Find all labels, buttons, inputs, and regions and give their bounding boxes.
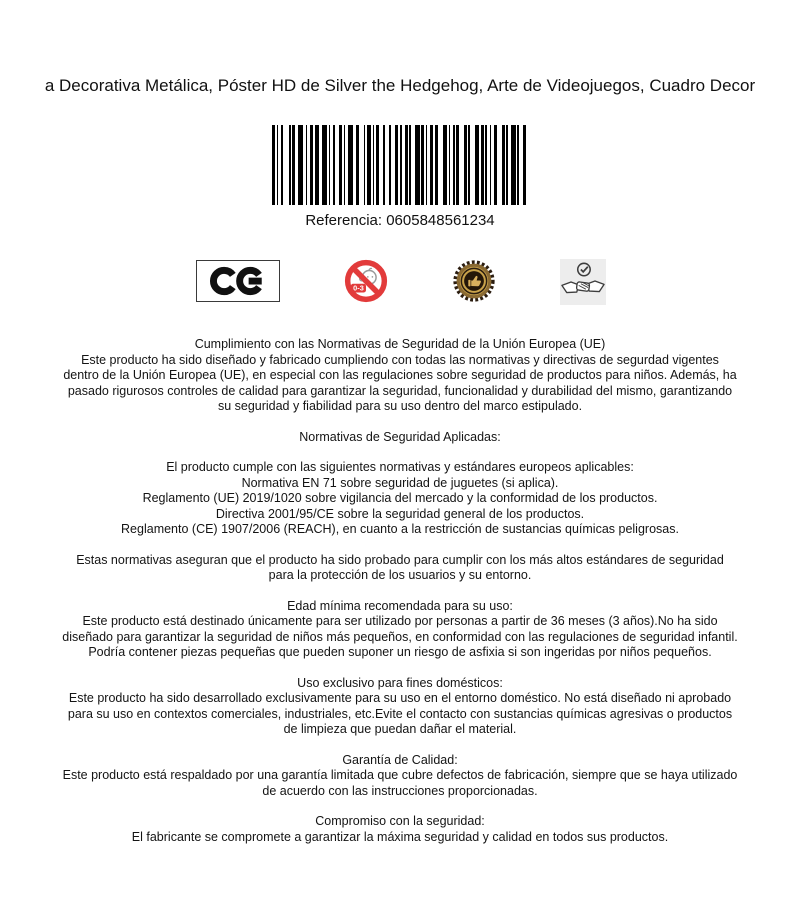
age-warning-label: 0-3 (353, 283, 364, 293)
text-block (62, 337, 738, 415)
ce-mark-icon (196, 260, 280, 302)
certification-icons-row (0, 257, 800, 305)
product-title: a Decorativa Metálica, Póster HD de Silver the Hedgehog, Arte de Videojuegos, Cuadro Decor (44, 76, 756, 95)
handshake-guarantee-icon (560, 259, 604, 303)
paragraph: Este producto ha sido desarrollado exclusivamente para su uso en el entorno doméstico. No está diseñado ni aprobado para su uso en contextos comerciales, industriales, etc.Evite el contacto con sustancias químicas agresivas o productos de limpieza que puedan dañar el material. (67, 691, 733, 736)
age-warning-0-3-icon (344, 259, 388, 303)
barcode (272, 125, 527, 205)
text-block (62, 553, 738, 584)
text-block (62, 676, 738, 738)
paragraph: Este producto ha sido diseñado y fabricado cumpliendo con todas las normativas y directivas de segurdad vigentes dentro de la Unión Europea (UE), en especial con las regulaciones sobre seguridad de productos para niños. Además, ha pasado rigurosos controles de calidad para garantizar la seguridad, funcionalidad y durabilidad del mismo, garantizando su seguridad y fiabilidad para su uso dentro del marco estipulado. (63, 352, 737, 413)
paragraph: Directiva 2001/95/CE sobre la seguridad general de los productos. (215, 506, 585, 521)
page-title-wrap (0, 76, 800, 96)
text-block (62, 460, 738, 538)
paragraph: Garantía de Calidad: (342, 752, 458, 767)
text-block (62, 599, 738, 661)
compliance-text (62, 337, 738, 845)
paragraph: Reglamento (CE) 1907/2006 (REACH), en cuanto a la restricción de sustancias químicas peligrosas. (121, 522, 679, 536)
barcode-section (0, 125, 800, 229)
paragraph: Este producto está respaldado por una garantía limitada que cubre defectos de fabricación, siempre que se haya utilizado de acuerdo con las instrucciones proporcionadas. (62, 768, 738, 798)
paragraph: Uso exclusivo para fines domésticos: (297, 675, 503, 690)
paragraph: El producto cumple con las siguientes normativas y estándares europeos aplicables: (166, 460, 634, 474)
text-block (62, 430, 738, 446)
reference-number: Referencia: 0605848561234 (305, 212, 495, 229)
paragraph: Cumplimiento con las Normativas de Seguridad de la Unión Europea (UE) (194, 337, 606, 351)
paragraph: Este producto está destinado únicamente para ser utilizado por personas a partir de 36 meses (3 años).No ha sido diseñado para garantizar la seguridad de niños más pequeños, en conformidad con las regulaciones de seguridad infantil. Podría contener piezas pequeñas que pueden suponer un riesgo de asfixia si son ingeridas por niños pequeños. (62, 614, 738, 659)
text-block (62, 753, 738, 800)
paragraph: Edad mínima recomendada para su uso: (287, 598, 513, 613)
paragraph: Compromiso con la seguridad: (315, 814, 485, 828)
paragraph: Estas normativas aseguran que el producto ha sido probado para cumplir con los más altos estándares de seguridad para la protección de los usuarios y su entorno. (76, 552, 724, 582)
barcode-space (526, 125, 528, 205)
quality-seal-icon (452, 259, 496, 303)
paragraph: El fabricante se compromete a garantizar la máxima seguridad y calidad en todos sus productos. (131, 829, 669, 844)
paragraph: Normativa EN 71 sobre seguridad de juguetes (si aplica). (241, 475, 559, 490)
paragraph: Reglamento (UE) 2019/1020 sobre vigilancia del mercado y la conformidad de los productos. (142, 491, 658, 505)
paragraph: Normativas de Seguridad Aplicadas: (299, 429, 501, 444)
text-block (62, 814, 738, 845)
